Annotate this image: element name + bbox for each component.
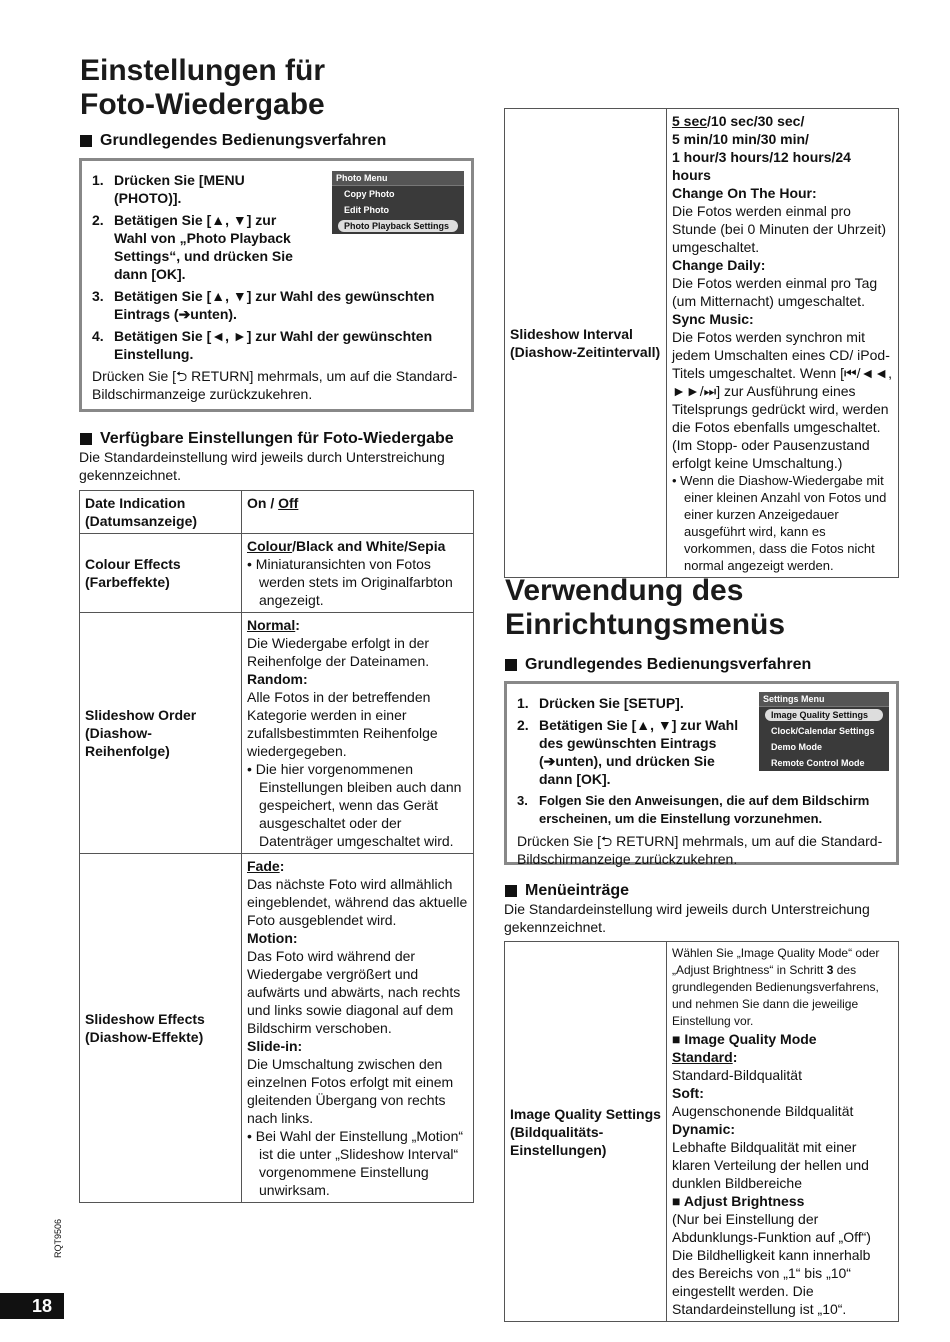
- menu-item: Remote Control Mode: [771, 758, 865, 768]
- square-bullet-icon: [505, 885, 517, 897]
- setting-name: Colour Effects (Farbeffekte): [80, 534, 242, 613]
- photo-menu-osd: [332, 171, 464, 234]
- setting-value: Colour/Black and White/Sepia • Miniaturansichten von Fotos werden stets im Originalfarbton angezeigt.: [242, 534, 474, 613]
- step: 3. Betätigen Sie [▲, ▼] zur Wahl des gewünschten Eintrags (➔unten).: [92, 288, 435, 322]
- table-row: [505, 109, 899, 578]
- page-number: 18: [0, 1293, 64, 1319]
- page-title: [80, 54, 325, 122]
- section-heading: [80, 430, 454, 448]
- setting-value: 5 sec/10 sec/30 sec/ 5 min/10 min/30 min/ 1 hour/3 hours/12 hours/24 hours Change On The Hour: Die Fotos werden einmal pro Stunde (bei 0 Minuten der Uhrzeit) umgeschaltet. Change Daily: Die Fotos werden einmal pro Tag (um Mitternacht) umgeschaltet. Sync Music: Die Fotos werden synchron mit jedem Umschalten eines CD/ iPod-Titels umgeschaltet. Wenn [⏮/◄◄, ►►/⏭] zur Ausführung eines Titelsprungs gedrückt wird, werden die Fotos ebenfalls umgeschaltet. (Im Stopp- oder Pausenzustand erfolgt keine Umschaltung.) • Wenn die Diashow-Wiedergabe mit einer kleinen Anzahl von Fotos und einer kurzen Anzeigedauer ausgeführt wird, kann es vorkommen, dass die Fotos nicht normal angezeigt werden.: [667, 109, 899, 578]
- setting-value: Fade: Das nächste Foto wird allmählich eingeblendet, während das aktuelle Foto ausgeblendet wird. Motion: Das Foto wird während der Wiedergabe vergrößert und aufwärts und abwärts, nach rechts und links sowie diagonal auf dem Bildschirm verschoben. Slide-in: Die Umschaltung zwischen den einzelnen Fotos erfolgt mit einem gleitenden Übergang von rechts nach links. • Bei Wahl der Einstellung „Motion“ ist die unter „Slideshow Interval“ vorgenommene Einstellung unwirksam.: [242, 854, 474, 1203]
- document-code: RQT9506: [53, 1218, 63, 1258]
- menu-title: Settings Menu: [759, 692, 889, 707]
- section-heading-text: Grundlegendes Bedienungsverfahren: [100, 132, 387, 149]
- menu-item: Clock/Calendar Settings: [771, 726, 875, 736]
- square-bullet-icon: [80, 433, 92, 445]
- interval-table: [504, 108, 899, 578]
- menu-item-selected: Image Quality Settings: [765, 709, 883, 721]
- step: 2. Betätigen Sie [▲, ▼] zur Wahl von „Photo Playback Settings“, und drücken Sie dann [OK].: [92, 212, 293, 282]
- menu-item: Demo Mode: [771, 742, 823, 752]
- section-note: Die Standardeinstellung wird jeweils durch Unterstreichung gekennzeichnet.: [79, 449, 445, 483]
- setting-name: Slideshow Order (Diashow-Reihenfolge): [80, 613, 242, 854]
- section-note: Die Standardeinstellung wird jeweils durch Unterstreichung gekennzeichnet.: [504, 901, 870, 935]
- settings-menu-osd: [759, 692, 889, 771]
- menu-item: Edit Photo: [344, 205, 389, 215]
- menu-item-selected: Photo Playback Settings: [338, 220, 458, 232]
- table-row: [80, 534, 474, 613]
- step: 4. Betätigen Sie [◄, ►] zur Wahl der gewünschten Einstellung.: [92, 328, 433, 362]
- menu-title: Photo Menu: [332, 171, 464, 186]
- section-heading: [505, 656, 811, 674]
- step: 2. Betätigen Sie [▲, ▼] zur Wahl des gewünschten Eintrags (➔unten), und drücken Sie dann [OK].: [517, 717, 739, 787]
- setting-name: Image Quality Settings (Bildqualitäts-Einstellungen): [505, 942, 667, 1322]
- setting-value: On / Off: [242, 491, 474, 534]
- procedure-box: [79, 158, 474, 412]
- photo-settings-table: [79, 490, 474, 1203]
- section-heading: [80, 132, 386, 150]
- procedure-box: [504, 681, 899, 865]
- section-heading-text: Grundlegendes Bedienungsverfahren: [525, 656, 812, 673]
- setting-name: Date Indication (Datumsanzeige): [80, 491, 242, 534]
- table-row: [80, 854, 474, 1203]
- step: 3. Folgen Sie den Anweisungen, die auf dem Bildschirm erscheinen, um die Einstellung vorzunehmen.: [517, 793, 870, 826]
- table-row: [80, 491, 474, 534]
- square-bullet-icon: [505, 659, 517, 671]
- setting-value: Normal: Die Wiedergabe erfolgt in der Reihenfolge der Dateinamen. Random: Alle Fotos in der betreffenden Kategorie werden in einer zufallsbestimmten Reihenfolge wiedergegeben. • Die hier vorgenommenen Einstellungen bleiben auch dann gespeichert, wenn das Gerät ausgeschaltet oder der Datenträger umgeschaltet wird.: [242, 613, 474, 854]
- section-heading-text: Verfügbare Einstellungen für Foto-Wiedergabe: [100, 430, 454, 447]
- setting-name: Slideshow Interval (Diashow-Zeitintervall): [505, 109, 667, 578]
- table-row: [80, 613, 474, 854]
- table-row: [505, 942, 899, 1322]
- section-heading-text: Menüeinträge: [525, 882, 630, 899]
- return-instruction: Drücken Sie [⮌ RETURN] mehrmals, um auf die Standard-Bildschirmanzeige zurückzukehren.: [517, 833, 883, 867]
- menu-item: Copy Photo: [344, 189, 395, 199]
- title-line: Verwendung des: [505, 574, 744, 607]
- setting-value: Wählen Sie „Image Quality Mode“ oder „Adjust Brightness“ in Schritt 3 des grundlegenden Bedienungsverfahrens, und nehmen Sie dann die jeweilige Einstellung vor. ■ Image Quality Mode Standard: Standard-Bildqualität Soft: Augenschonende Bildqualität Dynamic: Lebhafte Bildqualität mit einer klaren Verteilung der hellen und dunklen Bildbereiche ■ Adjust Brightness (Nur bei Einstellung der Abdunklungs-Funktion auf „Off“) Die Bildhelligkeit kann innerhalb des Bereichs von „1“ bis „10“ eingestellt werden. Die Standardeinstellung ist „10“.: [667, 942, 899, 1322]
- setting-name: Slideshow Effects (Diashow-Effekte): [80, 854, 242, 1203]
- step: 1. Drücken Sie [MENU (PHOTO)].: [92, 172, 245, 206]
- step: 1. Drücken Sie [SETUP].: [517, 695, 684, 711]
- title-line: Foto-Wiedergabe: [80, 88, 325, 121]
- page-title: [505, 574, 785, 642]
- title-line: Einrichtungsmenüs: [505, 608, 786, 641]
- title-line: Einstellungen für: [80, 54, 326, 87]
- menu-items-table: [504, 941, 899, 1322]
- section-heading: [505, 882, 629, 900]
- square-bullet-icon: [80, 135, 92, 147]
- return-instruction: Drücken Sie [⮌ RETURN] mehrmals, um auf die Standard-Bildschirmanzeige zurückzukehren.: [92, 368, 458, 402]
